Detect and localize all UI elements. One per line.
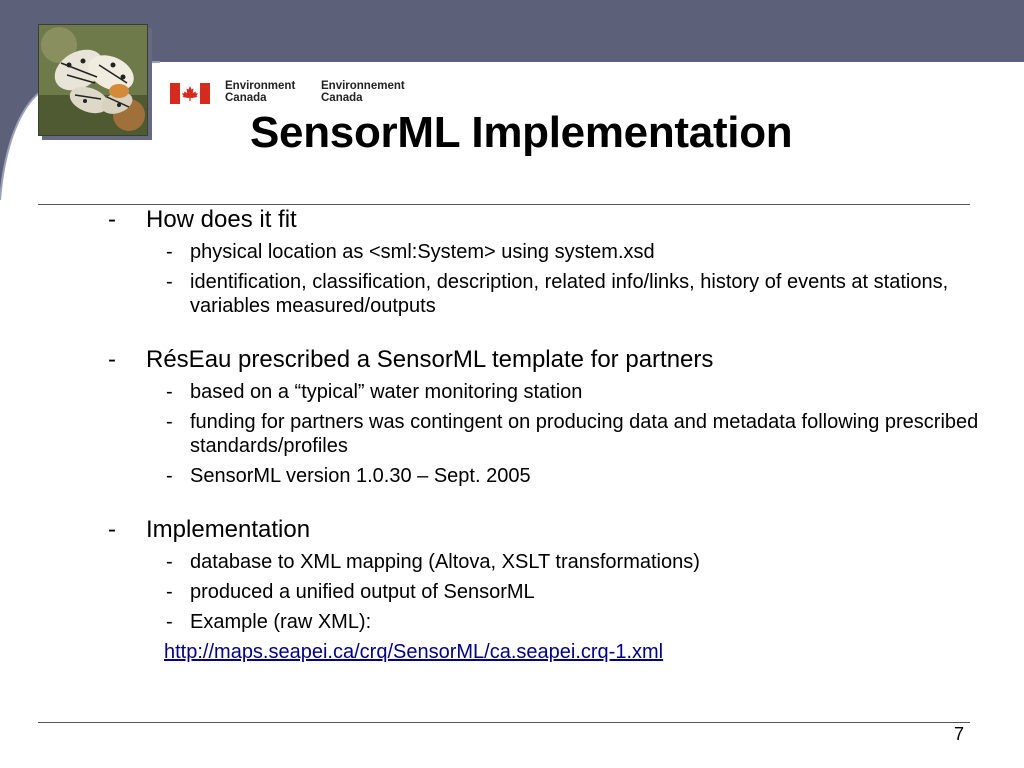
sub-bullet-text: funding for partners was contingent on producing data and metadata following prescribed standards/profiles (190, 411, 979, 457)
bottom-divider (38, 722, 970, 723)
sub-bullet-dash: - (166, 381, 173, 403)
bullet-text: Implementation (146, 516, 311, 543)
sub-bullet (108, 380, 988, 404)
slide-body (108, 206, 988, 664)
sub-bullet-text: produced a unified output of SensorML (190, 581, 535, 603)
brand-fr-line2: Canada (321, 92, 363, 104)
sub-bullet (108, 580, 988, 604)
bullet-text: RésEau prescribed a SensorML template for partners (146, 346, 714, 373)
butterfly-photo (38, 24, 148, 136)
sub-bullet-dash: - (166, 551, 173, 573)
slide-title: SensorML Implementation (250, 108, 793, 157)
bullet-dash: - (108, 516, 116, 543)
brand-en-line1: Environment (225, 80, 296, 92)
bullet-implementation (108, 516, 988, 544)
sub-bullet-text: Example (raw XML): (190, 611, 372, 633)
spacer (108, 318, 988, 346)
sub-bullet-dash: - (166, 581, 173, 603)
sub-bullet-text: based on a “typical” water monitoring station (190, 381, 583, 403)
top-divider (38, 204, 970, 205)
bullet-text: How does it fit (146, 206, 297, 233)
sub-bullet-dash: - (166, 271, 173, 293)
canada-flag-icon (170, 83, 210, 104)
sub-bullet-dash: - (166, 465, 173, 487)
sub-bullet (108, 464, 988, 488)
sub-bullet-dash: - (166, 241, 173, 263)
brand-en-line2: Canada (225, 92, 267, 104)
sub-bullet (108, 270, 988, 318)
bullet-dash: - (108, 206, 116, 233)
sub-bullet-text: identification, classification, description, related info/links, history of events at stations, variables measured/outputs (190, 271, 949, 317)
bullet-how-does-it-fit (108, 206, 988, 234)
sub-bullet (108, 240, 988, 264)
example-xml-link[interactable]: http://maps.seapei.ca/crq/SensorML/ca.seapei.crq-1.xml (164, 641, 664, 663)
brand-environnement-canada (321, 80, 405, 104)
spacer (108, 488, 988, 516)
sub-bullet-dash: - (166, 611, 173, 633)
header-banner (0, 0, 1024, 200)
sub-bullet (108, 410, 988, 458)
sub-bullet-text: physical location as <sml:System> using system.xsd (190, 241, 655, 263)
bullet-reseau-template (108, 346, 988, 374)
brand-fr-line1: Environnement (321, 80, 405, 92)
sub-bullet (108, 550, 988, 574)
sub-bullet (108, 610, 988, 634)
page-number: 7 (953, 724, 964, 744)
bullet-dash: - (108, 346, 116, 373)
sub-bullet-text: SensorML version 1.0.30 – Sept. 2005 (190, 465, 531, 487)
sub-bullet-dash: - (166, 411, 173, 433)
brand-environment-canada (225, 80, 295, 104)
sub-bullet-text: database to XML mapping (Altova, XSLT transformations) (190, 551, 700, 573)
